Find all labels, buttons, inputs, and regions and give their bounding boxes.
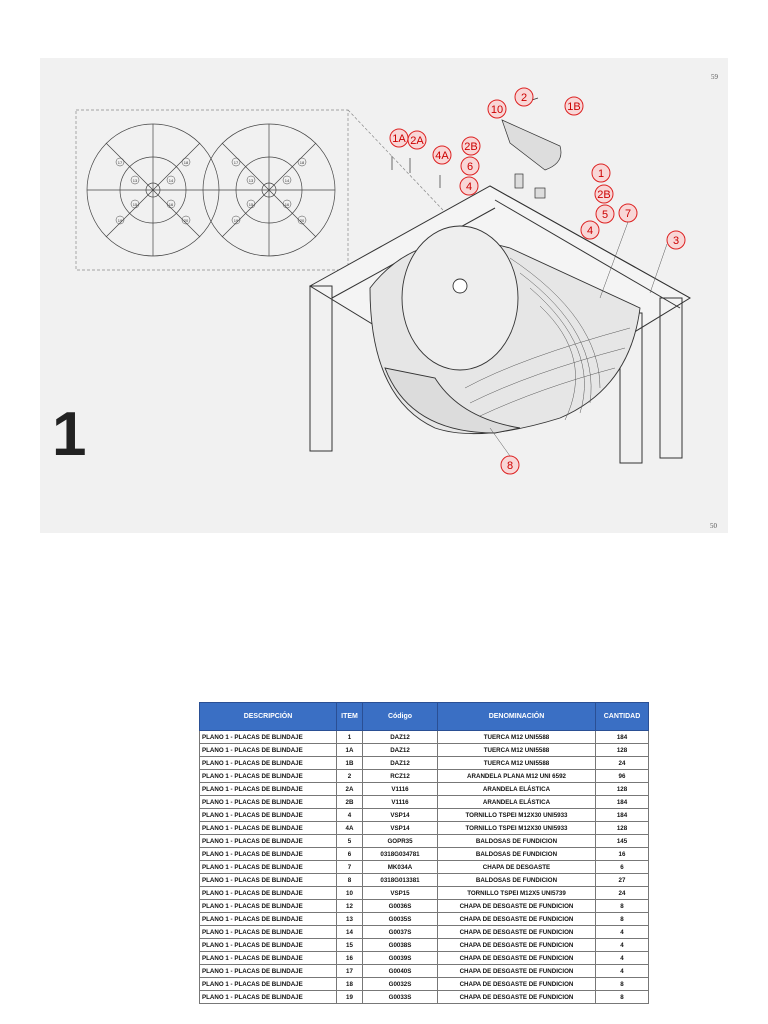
- cell-denominacion: CHAPA DE DESGASTE DE FUNDICION: [438, 913, 596, 926]
- cell-descripcion: PLANO 1 - PLACAS DE BLINDAJE: [200, 822, 337, 835]
- disc-num: 14: [168, 178, 174, 183]
- table-body: [200, 731, 649, 1004]
- cell-item: 18: [337, 978, 363, 991]
- table-row: [200, 926, 649, 939]
- cell-denominacion: TORNILLO TSPEI M12X30 UNI5933: [438, 822, 596, 835]
- callout-10: 10: [490, 104, 504, 116]
- cell-item: 1B: [337, 757, 363, 770]
- cell-denominacion: TORNILLO TSPEI M12X30 UNI5933: [438, 809, 596, 822]
- page-number-bottom: 50: [710, 522, 717, 530]
- cell-descripcion: PLANO 1 - PLACAS DE BLINDAJE: [200, 783, 337, 796]
- table-row: [200, 978, 649, 991]
- col-header-denominacion: DENOMINACIÓN: [438, 703, 596, 731]
- disc-num: 14: [284, 178, 290, 183]
- cell-codigo: GOPR35: [363, 835, 438, 848]
- callout-3: 3: [672, 235, 680, 247]
- cell-denominacion: CHAPA DE DESGASTE: [438, 861, 596, 874]
- cell-denominacion: ARANDELA ELÁSTICA: [438, 783, 596, 796]
- cell-item: 19: [337, 991, 363, 1004]
- callout-1: 1: [597, 168, 605, 180]
- table-row: [200, 770, 649, 783]
- callout-1A: 1A: [392, 133, 406, 145]
- cell-descripcion: PLANO 1 - PLACAS DE BLINDAJE: [200, 770, 337, 783]
- cell-item: 1A: [337, 744, 363, 757]
- cell-denominacion: BALDOSAS DE FUNDICION: [438, 848, 596, 861]
- cell-descripcion: PLANO 1 - PLACAS DE BLINDAJE: [200, 744, 337, 757]
- disc-num: 15: [248, 202, 254, 207]
- cell-codigo: VSP14: [363, 822, 438, 835]
- cell-denominacion: CHAPA DE DESGASTE DE FUNDICION: [438, 978, 596, 991]
- cell-item: 13: [337, 913, 363, 926]
- cell-descripcion: PLANO 1 - PLACAS DE BLINDAJE: [200, 939, 337, 952]
- cell-codigo: 0318G034781: [363, 848, 438, 861]
- cell-descripcion: PLANO 1 - PLACAS DE BLINDAJE: [200, 926, 337, 939]
- cell-cantidad: 128: [596, 783, 649, 796]
- table-row: [200, 848, 649, 861]
- cell-item: 17: [337, 965, 363, 978]
- disc-num: 16: [168, 202, 174, 207]
- cell-codigo: G0037S: [363, 926, 438, 939]
- cell-denominacion: TUERCA M12 UNI5588: [438, 731, 596, 744]
- cell-cantidad: 184: [596, 809, 649, 822]
- cell-denominacion: TUERCA M12 UNI5588: [438, 757, 596, 770]
- cell-cantidad: 8: [596, 978, 649, 991]
- callout-4A: 4A: [435, 150, 449, 162]
- cell-denominacion: ARANDELA ELÁSTICA: [438, 796, 596, 809]
- callout-2: 2: [520, 92, 528, 104]
- cell-codigo: VSP14: [363, 809, 438, 822]
- cell-item: 10: [337, 887, 363, 900]
- table-row: [200, 874, 649, 887]
- bill-of-materials-table: [199, 702, 649, 1004]
- cell-descripcion: PLANO 1 - PLACAS DE BLINDAJE: [200, 861, 337, 874]
- table-row: [200, 861, 649, 874]
- cell-codigo: V1116: [363, 783, 438, 796]
- cell-item: 4: [337, 809, 363, 822]
- table-row: [200, 744, 649, 757]
- cell-cantidad: 16: [596, 848, 649, 861]
- cell-descripcion: PLANO 1 - PLACAS DE BLINDAJE: [200, 887, 337, 900]
- cell-cantidad: 4: [596, 965, 649, 978]
- cell-cantidad: 96: [596, 770, 649, 783]
- cell-cantidad: 6: [596, 861, 649, 874]
- cell-item: 8: [337, 874, 363, 887]
- callout-7: 7: [624, 208, 632, 220]
- col-header-cantidad: CANTIDAD: [596, 703, 649, 731]
- cell-item: 1: [337, 731, 363, 744]
- cell-denominacion: TUERCA M12 UNI5588: [438, 744, 596, 757]
- cell-cantidad: 145: [596, 835, 649, 848]
- table-row: [200, 783, 649, 796]
- cell-cantidad: 27: [596, 874, 649, 887]
- cell-cantidad: 24: [596, 887, 649, 900]
- cell-codigo: G0038S: [363, 939, 438, 952]
- cell-codigo: RCZ12: [363, 770, 438, 783]
- table-row: [200, 796, 649, 809]
- disc-item-numbers: [116, 158, 306, 224]
- cell-item: 2: [337, 770, 363, 783]
- callout-4: 4: [465, 181, 473, 193]
- cell-denominacion: BALDOSAS DE FUNDICION: [438, 874, 596, 887]
- table-row: [200, 991, 649, 1004]
- page-number-top: 59: [711, 73, 718, 81]
- cell-item: 16: [337, 952, 363, 965]
- callout-5: 5: [601, 209, 609, 221]
- cell-denominacion: TORNILLO TSPEI M12X5 UNI5739: [438, 887, 596, 900]
- cell-codigo: G0035S: [363, 913, 438, 926]
- cell-codigo: DAZ12: [363, 731, 438, 744]
- cell-descripcion: PLANO 1 - PLACAS DE BLINDAJE: [200, 874, 337, 887]
- cell-item: 15: [337, 939, 363, 952]
- table-row: [200, 731, 649, 744]
- cell-cantidad: 128: [596, 822, 649, 835]
- cell-codigo: VSP15: [363, 887, 438, 900]
- disc-num: 20: [299, 218, 305, 223]
- cell-denominacion: CHAPA DE DESGASTE DE FUNDICION: [438, 900, 596, 913]
- cell-codigo: G0033S: [363, 991, 438, 1004]
- cell-denominacion: CHAPA DE DESGASTE DE FUNDICION: [438, 939, 596, 952]
- cell-descripcion: PLANO 1 - PLACAS DE BLINDAJE: [200, 796, 337, 809]
- cell-descripcion: PLANO 1 - PLACAS DE BLINDAJE: [200, 731, 337, 744]
- table-row: [200, 952, 649, 965]
- cell-denominacion: CHAPA DE DESGASTE DE FUNDICION: [438, 991, 596, 1004]
- callout-8: 8: [506, 460, 514, 472]
- cell-item: 6: [337, 848, 363, 861]
- cell-codigo: G0036S: [363, 900, 438, 913]
- cell-cantidad: 24: [596, 757, 649, 770]
- cell-cantidad: 4: [596, 939, 649, 952]
- cell-denominacion: CHAPA DE DESGASTE DE FUNDICION: [438, 965, 596, 978]
- disc-num: 20: [183, 218, 189, 223]
- callout-2A: 2A: [410, 135, 424, 147]
- table-row: [200, 900, 649, 913]
- cell-codigo: DAZ12: [363, 744, 438, 757]
- cell-descripcion: PLANO 1 - PLACAS DE BLINDAJE: [200, 991, 337, 1004]
- disc-num: 17: [117, 160, 123, 165]
- cell-codigo: 0318G013381: [363, 874, 438, 887]
- cell-codigo: V1116: [363, 796, 438, 809]
- mixer-liner-drawing: [40, 58, 728, 533]
- disc-num: 17: [233, 160, 239, 165]
- table-row: [200, 809, 649, 822]
- cell-descripcion: PLANO 1 - PLACAS DE BLINDAJE: [200, 900, 337, 913]
- cell-denominacion: BALDOSAS DE FUNDICION: [438, 835, 596, 848]
- cell-item: 4A: [337, 822, 363, 835]
- cell-cantidad: 184: [596, 796, 649, 809]
- cell-codigo: MK034A: [363, 861, 438, 874]
- cell-denominacion: ARANDELA PLANA M12 UNI 6592: [438, 770, 596, 783]
- cell-cantidad: 8: [596, 991, 649, 1004]
- callout-2B: 2B: [464, 141, 478, 153]
- table-row: [200, 822, 649, 835]
- cell-item: 2B: [337, 796, 363, 809]
- callout-4-b: 4: [586, 225, 594, 237]
- cell-cantidad: 4: [596, 926, 649, 939]
- col-header-item: ITEM: [337, 703, 363, 731]
- col-header-codigo: Código: [363, 703, 438, 731]
- disc-num: 19: [117, 218, 123, 223]
- cell-descripcion: PLANO 1 - PLACAS DE BLINDAJE: [200, 978, 337, 991]
- table-row: [200, 887, 649, 900]
- cell-descripcion: PLANO 1 - PLACAS DE BLINDAJE: [200, 965, 337, 978]
- callout-2B-b: 2B: [597, 189, 611, 201]
- cell-cantidad: 8: [596, 913, 649, 926]
- disc-num: 18: [183, 160, 189, 165]
- table-row: [200, 835, 649, 848]
- cell-codigo: G0039S: [363, 952, 438, 965]
- cell-codigo: DAZ12: [363, 757, 438, 770]
- cell-item: 7: [337, 861, 363, 874]
- disc-num: 15: [132, 202, 138, 207]
- cell-cantidad: 8: [596, 900, 649, 913]
- disc-num: 18: [299, 160, 305, 165]
- table-header-row: [200, 703, 649, 731]
- cell-codigo: G0032S: [363, 978, 438, 991]
- cell-descripcion: PLANO 1 - PLACAS DE BLINDAJE: [200, 809, 337, 822]
- table-row: [200, 913, 649, 926]
- cell-codigo: G0040S: [363, 965, 438, 978]
- cell-descripcion: PLANO 1 - PLACAS DE BLINDAJE: [200, 757, 337, 770]
- plan-number: 1: [52, 400, 87, 469]
- cell-item: 2A: [337, 783, 363, 796]
- callout-6: 6: [466, 161, 474, 173]
- cell-item: 5: [337, 835, 363, 848]
- disc-num: 13: [132, 178, 138, 183]
- callout-1B: 1B: [567, 101, 581, 113]
- disc-num: 16: [284, 202, 290, 207]
- cell-cantidad: 184: [596, 731, 649, 744]
- cell-descripcion: PLANO 1 - PLACAS DE BLINDAJE: [200, 913, 337, 926]
- table-row: [200, 757, 649, 770]
- cell-cantidad: 128: [596, 744, 649, 757]
- cell-item: 12: [337, 900, 363, 913]
- cell-item: 14: [337, 926, 363, 939]
- col-header-descripcion: DESCRIPCIÓN: [200, 703, 337, 731]
- cell-descripcion: PLANO 1 - PLACAS DE BLINDAJE: [200, 952, 337, 965]
- cell-descripcion: PLANO 1 - PLACAS DE BLINDAJE: [200, 835, 337, 848]
- cell-denominacion: CHAPA DE DESGASTE DE FUNDICION: [438, 952, 596, 965]
- table-row: [200, 939, 649, 952]
- cell-denominacion: CHAPA DE DESGASTE DE FUNDICION: [438, 926, 596, 939]
- disc-num: 13: [248, 178, 254, 183]
- disc-num: 19: [233, 218, 239, 223]
- cell-cantidad: 4: [596, 952, 649, 965]
- cell-descripcion: PLANO 1 - PLACAS DE BLINDAJE: [200, 848, 337, 861]
- table-row: [200, 965, 649, 978]
